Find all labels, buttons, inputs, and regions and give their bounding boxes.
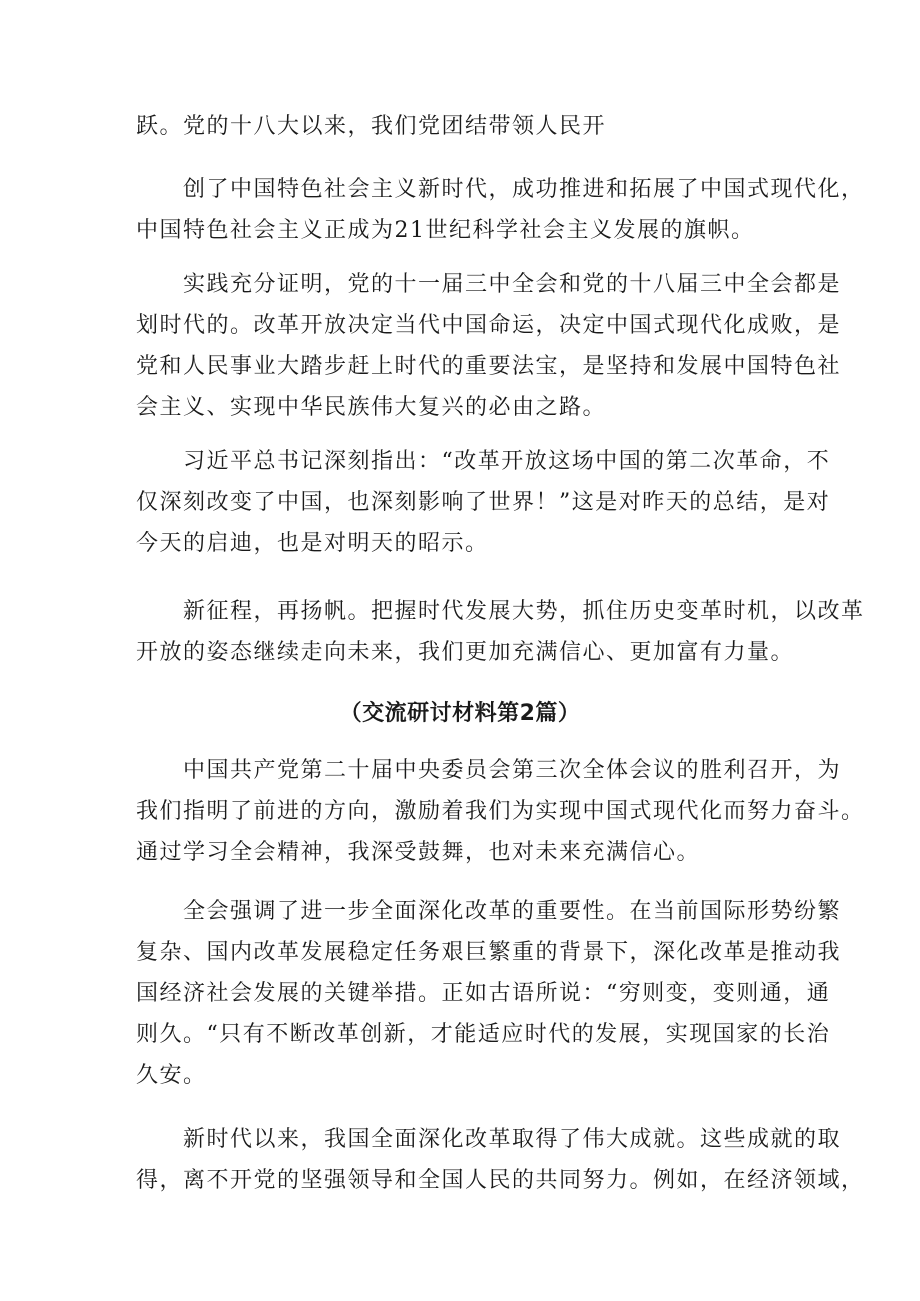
text-line: 中国共产党第二十届中央委员会第三次全体会议的胜利召开，为 <box>136 758 842 783</box>
text-line: 通过学习全会精神，我深受鼓舞，也对未来充满信心。 <box>136 840 701 865</box>
paragraph-5 <box>136 591 865 673</box>
paragraph-1 <box>136 106 796 147</box>
text-line: 仅深刻改变了中国，也深刻影响了世界！”这是对昨天的总结，是对 <box>136 490 831 515</box>
paragraph-6 <box>136 750 865 873</box>
text-line: 中国特色社会主义正成为21世纪科学社会主义发展的旗帜。 <box>136 218 755 243</box>
text-line: 国经济社会发展的关键举措。正如古语所说：“穷则变，变则通，通 <box>136 981 831 1006</box>
paragraph-4 <box>136 441 831 564</box>
text-line: 实践充分证明，党的十一届三中全会和党的十八届三中全会都是 <box>136 272 842 297</box>
text-line: 全会强调了进一步全面深化改革的重要性。在当前国际形势纷繁 <box>136 899 842 924</box>
paragraph-2 <box>136 169 865 251</box>
text-line: 创了中国特色社会主义新时代，成功推进和拓展了中国式现代化， <box>136 177 865 202</box>
paragraph-3 <box>136 264 842 428</box>
text-line: 我们指明了前进的方向，激励着我们为实现中国式现代化而努力奋斗。 <box>136 799 865 824</box>
text-line: 则久。“只有不断改革创新，才能适应时代的发展，实现国家的长治 <box>136 1022 831 1047</box>
text-line: 开放的姿态继续走向未来，我们更加充满信心、更加富有力量。 <box>136 640 795 665</box>
text-line: 复杂、国内改革发展稳定任务艰巨繁重的背景下，深化改革是推动我 <box>136 940 842 965</box>
text-line: 今天的启迪，也是对明天的昭示。 <box>136 531 489 556</box>
text-line: 新征程，再扬帆。把握时代发展大势，抓住历史变革时机，以改革 <box>136 599 865 624</box>
text-line: 习近平总书记深刻指出：“改革开放这场中国的第二次革命，不 <box>136 449 831 474</box>
text-line: 新时代以来，我国全面深化改革取得了伟大成就。这些成就的取 <box>136 1127 842 1152</box>
section-heading: （交流研讨材料第2篇） <box>339 701 581 726</box>
text-line: 久安。 <box>136 1063 207 1088</box>
text-line: 划时代的。改革开放决定当代中国命运，决定中国式现代化成败，是 <box>136 313 842 338</box>
paragraph-8 <box>136 1119 865 1201</box>
text-line: 会主义、实现中华民族伟大复兴的必由之路。 <box>136 395 607 420</box>
text-line: 跃。党的十八大以来，我们党团结带领人民开 <box>136 114 607 139</box>
text-line: 党和人民事业大踏步赶上时代的重要法宝，是坚持和发展中国特色社 <box>136 354 842 379</box>
text-line: 得，离不开党的坚强领导和全国人民的共同努力。例如，在经济领域， <box>136 1168 865 1193</box>
paragraph-7 <box>136 891 842 1096</box>
